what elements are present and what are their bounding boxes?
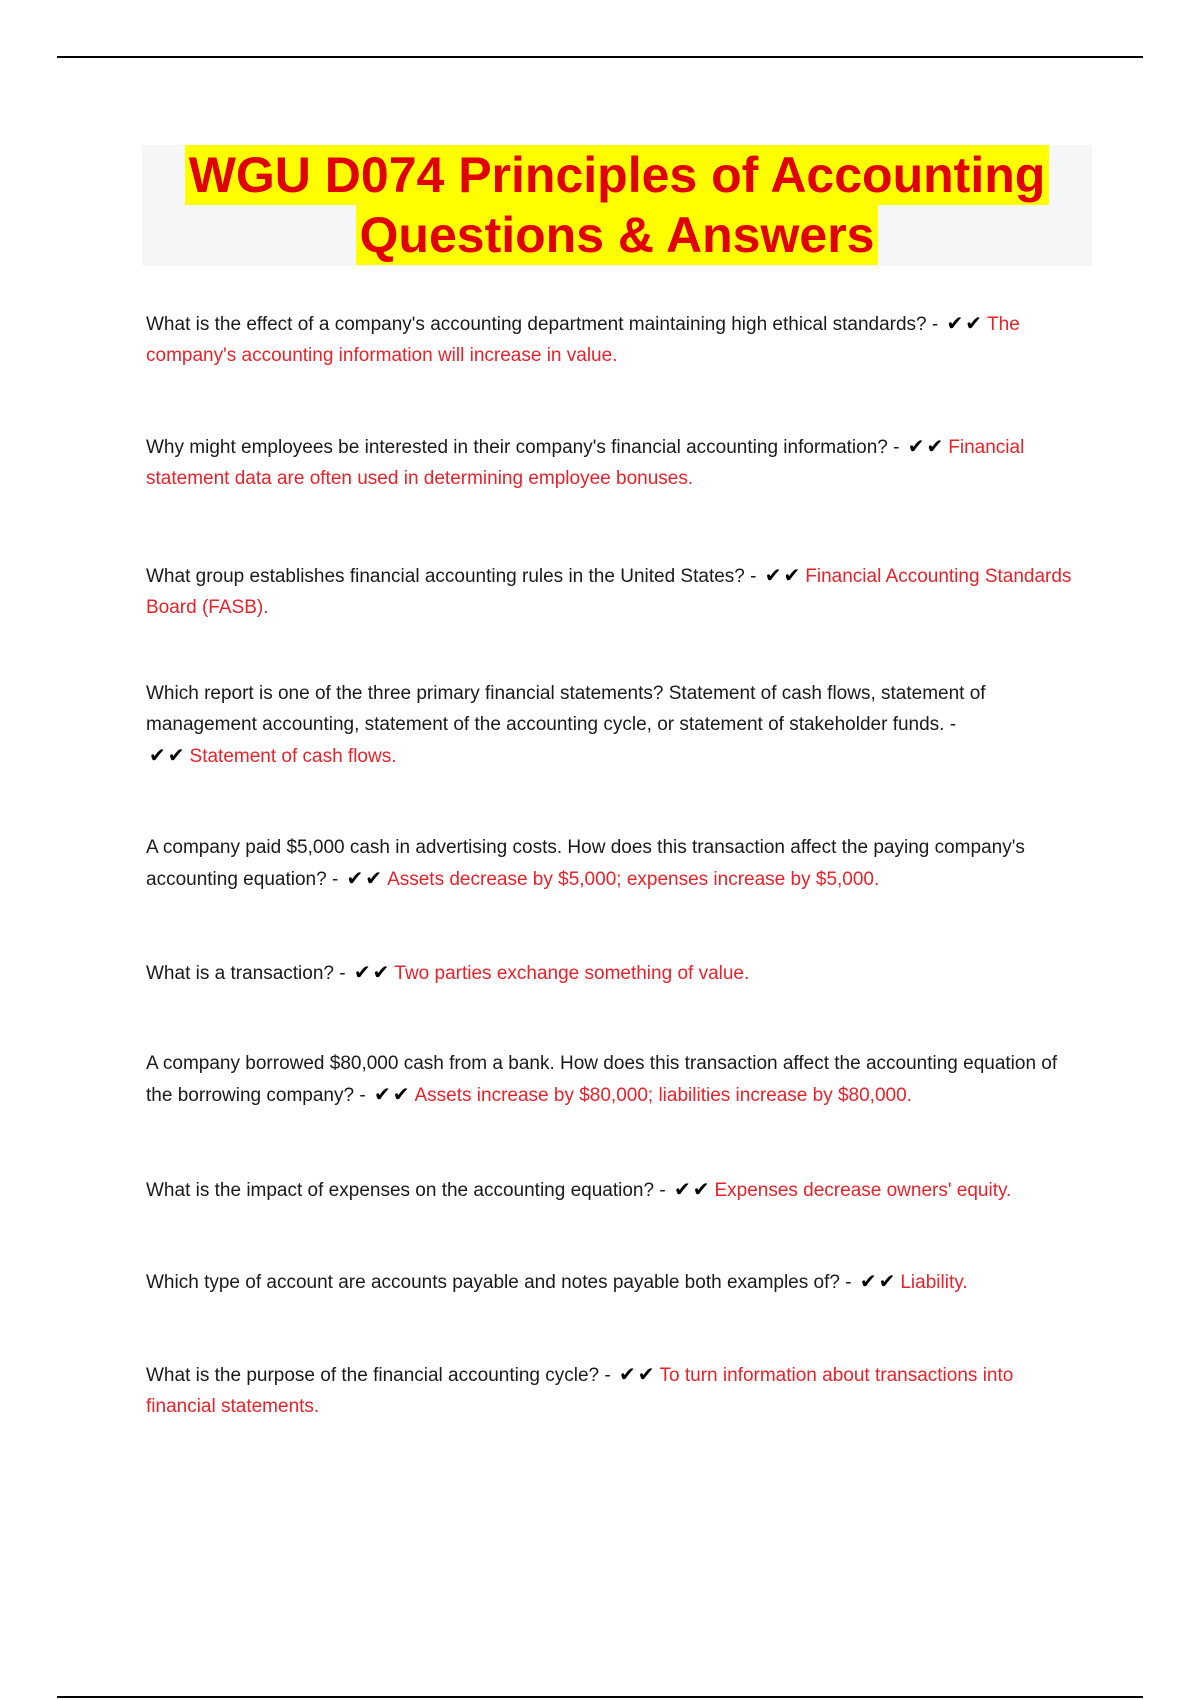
bottom-rule [57,1696,1143,1698]
answer-text: Assets decrease by $5,000; expenses increase by $5,000. [387,869,880,890]
double-check-icon: ✔✔ [946,311,985,335]
double-check-icon: ✔✔ [907,434,946,458]
answer-text: Assets increase by $80,000; liabilities increase by $80,000. [414,1085,912,1106]
answer-text: Liability. [900,1272,968,1293]
qa-item [146,957,1086,989]
double-check-icon: ✔✔ [373,1082,412,1106]
question-text: A company paid $5,000 cash in advertising costs. How does this transaction affect the paying company's accounting equation? [146,837,1025,890]
qa-item [146,1359,1086,1422]
answer-text: Financial Accounting Standards Board (FASB). [146,566,1072,618]
question-text: Which report is one of the three primary financial statements? Statement of cash flows, statement of management accounting, statement of the accounting cycle, or statement of stakeholder funds. [146,683,986,735]
answer-text: Financial statement data are often used in determining employee bonuses. [146,437,1025,489]
double-check-icon: ✔✔ [619,1362,657,1386]
separator: - [659,1180,666,1201]
double-check-icon: ✔✔ [764,563,803,587]
question-text: What is the impact of expenses on the accounting equation? [146,1180,655,1201]
qa-item [146,832,1086,895]
question-text: Why might employees be interested in their company's financial accounting information? [146,437,888,458]
separator: - [331,869,339,890]
separator: - [931,314,939,335]
question-text: A company borrowed $80,000 cash from a bank. How does this transaction affect the accounting equation of the borrowing company? [146,1053,1058,1106]
title-block [142,145,1092,266]
qa-item [146,431,1086,494]
question-text: What group establishes financial accounting rules in the United States? [146,566,745,587]
answer-text: Expenses decrease owners' equity. [714,1180,1012,1201]
title-line-1: WGU D074 Principles of Accounting [185,145,1050,205]
top-rule [57,56,1143,58]
question-text: Which type of account are accounts payable and notes payable both examples of? [146,1272,840,1293]
double-check-icon: ✔✔ [353,960,392,984]
answer-text: To turn information about transactions into financial statements. [146,1365,1014,1417]
qa-item [146,1174,1086,1206]
separator: - [359,1085,366,1106]
answer-text: The company's accounting information will increase in value. [146,314,1020,366]
answer-text: Statement of cash flows. [189,746,397,767]
separator: - [845,1272,852,1293]
question-text: What is the purpose of the financial accounting cycle? [146,1365,600,1386]
qa-item [146,1048,1086,1111]
double-check-icon: ✔✔ [346,866,385,890]
separator: - [893,437,900,458]
question-text: What is a transaction? [146,963,334,984]
qa-item [146,308,1086,371]
answer-text: Two parties exchange something of value. [394,963,750,984]
separator: - [949,714,957,735]
qa-item [146,560,1086,623]
double-check-icon: ✔✔ [859,1269,898,1293]
qa-item [146,1266,1086,1298]
separator: - [604,1365,611,1386]
qa-item [146,678,1086,772]
double-check-icon: ✔✔ [149,743,187,767]
question-text: What is the effect of a company's accounting department maintaining high ethical standards? [146,314,927,335]
separator: - [750,566,757,587]
separator: - [339,963,346,984]
title-line-2: Questions & Answers [356,205,879,265]
double-check-icon: ✔✔ [673,1177,712,1201]
